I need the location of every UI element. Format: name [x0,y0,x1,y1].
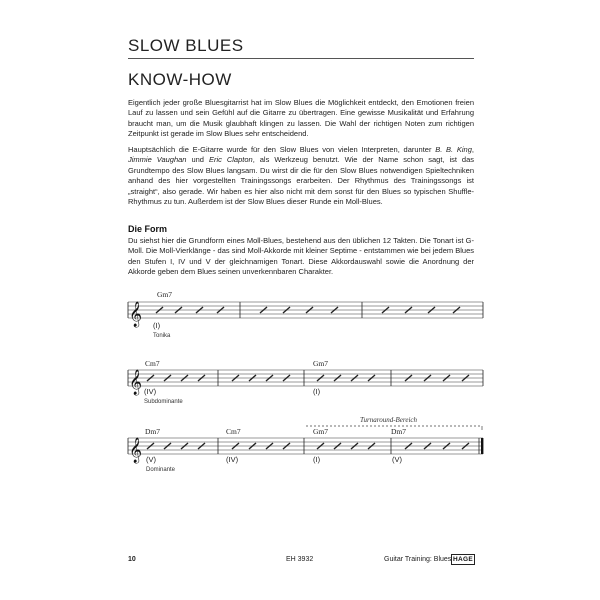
publisher-logo: HAGE [451,554,475,565]
treble-clef: 𝄞 [129,302,143,327]
paragraph-text: und [186,155,209,165]
chord-symbol: Dm7 [391,427,406,436]
chord-symbol: Gm7 [313,359,328,368]
book-title: Guitar Training: Blues [384,556,452,563]
chord-symbol: Cm7 [145,359,160,368]
treble-clef: 𝄞 [129,370,143,395]
degree-label: (I) [313,387,321,396]
artist-name: Eric Clapton [208,155,253,165]
artist-name: B. B. King [435,145,472,154]
paragraph-text: , als Werkzeug benutzt. Wie der Name schon sagt, ist das Grundtempo des Slow Blues langsam. Du wirst dir die für den Slow Blues notwendigen Spieltechniken anhand des hier vorgestellten Trainingssongs erarbeiten. Der Rhythmus des Trainingssongs ist „straight“, also gerade. Wir haben es hier also nicht mit dem sonst für den Blues so typischen Shuffle-Rhythmus zu tun. Außerdem ist der Slow Blues dieser Runde ein Moll-Blues. [128,155,475,207]
artist-name: Jimmie Vaughan [128,155,187,165]
edition-code: EH 3932 [286,556,314,563]
staff-row-1 [128,290,483,339]
paragraph-text: Hauptsächlich die E-Gitarre wurde für den Slow Blues von vielen Interpreten, darunter [128,145,436,154]
function-label: Dominante [146,467,176,473]
chapter-title: SLOW BLUES [128,36,244,55]
turnaround-label: Turnaround-Bereich [360,416,418,424]
page-number: 10 [128,556,136,563]
form-paragraph: Du siehst hier die Grundform eines Moll-Blues, bestehend aus den üblichen 12 Takten. Die Tonart ist G-Moll. Die Moll-Vierklänge - das sind Moll-Akkorde mit kleiner Septime - entstammen wie bei jedem Blues den Stufen I, IV und V der gleichnamigen Tonart. Diese Akkordauswahl sowie die Anordnung der Akkorde geben dem Blues seinen unverkennbaren Charakter. [128,236,474,277]
chord-symbol: Cm7 [226,427,241,436]
staff-row-2 [128,359,483,405]
treble-clef: 𝄞 [129,438,143,463]
paragraph-text: , [471,145,474,154]
section-title: KNOW-HOW [128,70,232,89]
intro-paragraph: Eigentlich jeder große Bluesgitarrist hat im Slow Blues die Möglichkeit entdeckt, den Emotionen freien Lauf zu lassen und sein Gefühl auf die Gitarre zu übertragen. Eine gewisse Musikalität und Erfahrung braucht man, um die Musik glaubhaft klingen zu lassen. Die Wahl der richtigen Noten zum richtigen Zeitpunkt ist gerade im Slow Blues sehr entscheidend. [128,98,474,139]
degree-label: (V) [392,455,402,464]
degree-label: (IV) [144,387,157,396]
chord-symbol: Gm7 [157,290,172,299]
final-barline [481,438,483,454]
degree-label: (IV) [226,455,239,464]
degree-label: (I) [153,321,161,330]
chord-symbol: Dm7 [145,427,160,436]
form-subheading: Die Form [128,224,168,234]
staff-row-3 [128,416,483,473]
degree-label: (V) [146,455,156,464]
degree-label: (I) [313,455,321,464]
chord-symbol: Gm7 [313,427,328,436]
function-label: Tonika [153,333,171,339]
function-label: Subdominante [144,399,183,405]
